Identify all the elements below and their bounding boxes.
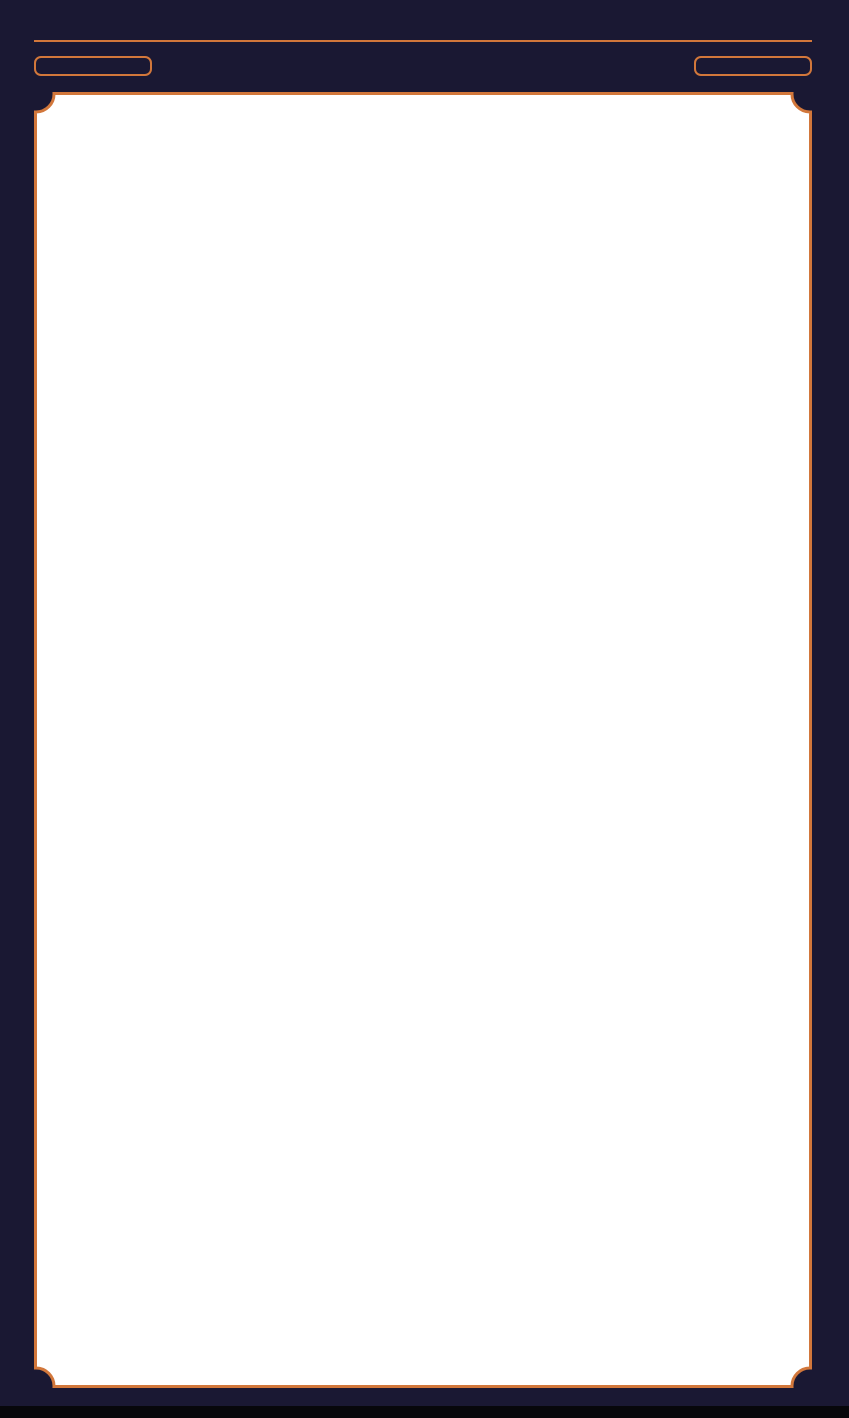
bottom-bar: [0, 1406, 849, 1418]
